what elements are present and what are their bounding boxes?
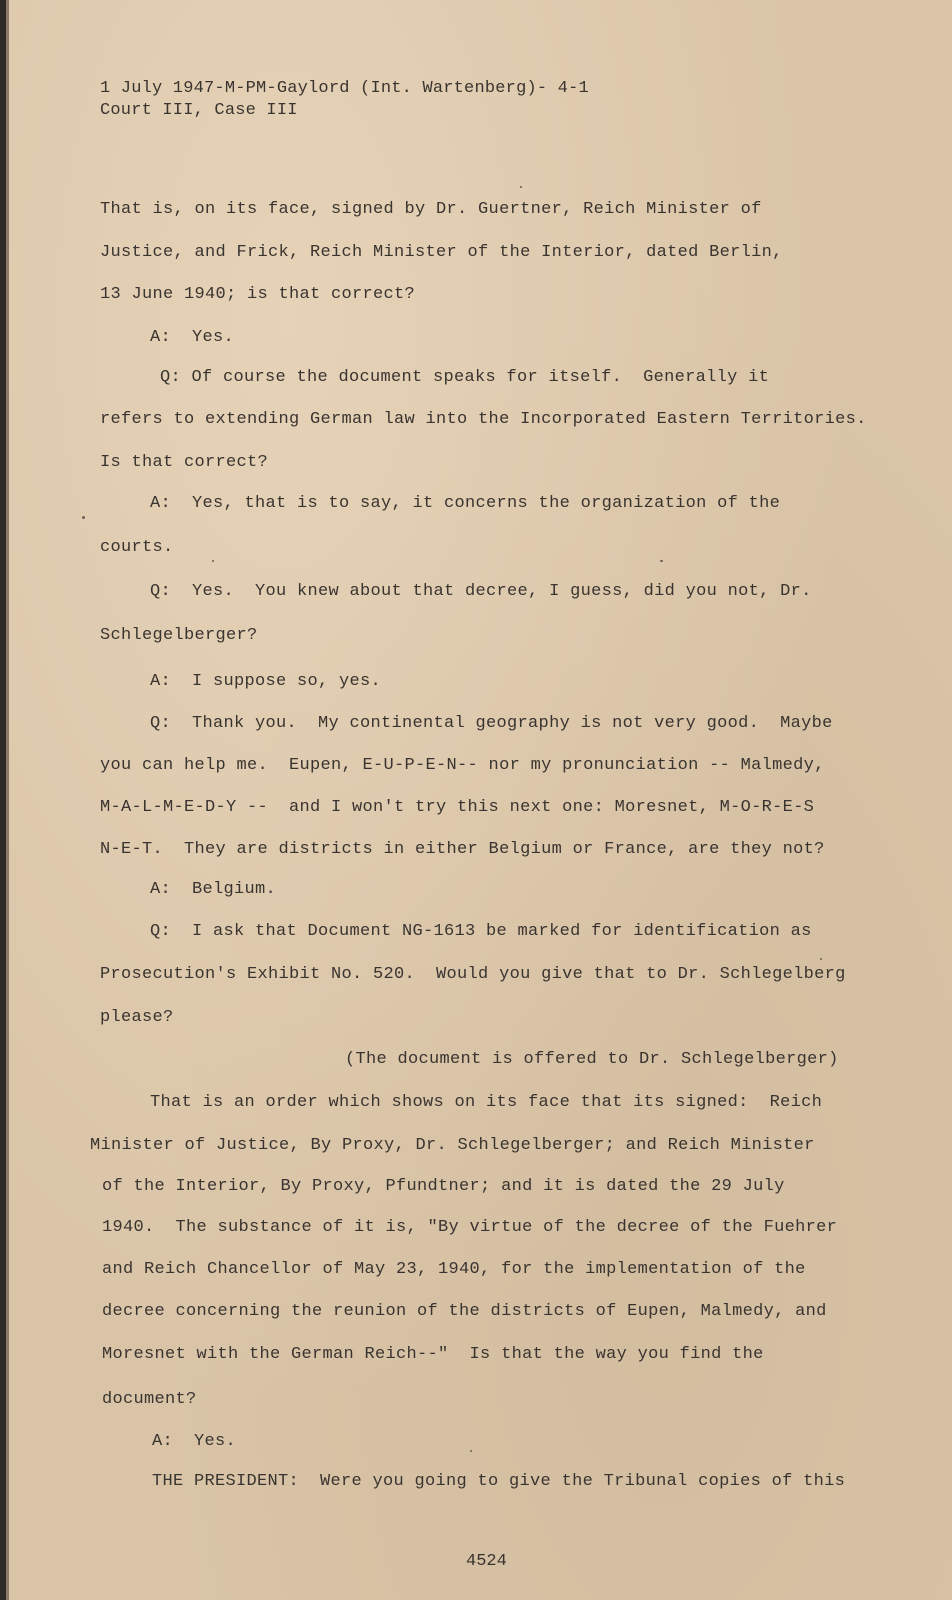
paper-speck (660, 560, 663, 562)
question-line: Q: Thank you. My continental geography is not very good. Maybe (150, 714, 833, 733)
paper-speck (520, 186, 522, 188)
header-court-line: Court III, Case III (100, 101, 298, 120)
text-line: Minister of Justice, By Proxy, Dr. Schlegelberger; and Reich Minister (90, 1136, 815, 1155)
text-line: N-E-T. They are districts in either Belgium or France, are they not? (100, 840, 825, 859)
text-line: That is an order which shows on its face that its signed: Reich (150, 1093, 823, 1112)
page-edge-shadow (6, 0, 9, 1600)
paper-speck (820, 958, 822, 960)
text-line: 1940. The substance of it is, "By virtue of the decree of the Fuehrer (102, 1218, 838, 1237)
text-line: 13 June 1940; is that correct? (100, 285, 416, 304)
text-line: of the Interior, By Proxy, Pfundtner; and it is dated the 29 July (102, 1177, 785, 1196)
text-line: decree concerning the reunion of the districts of Eupen, Malmedy, and (102, 1302, 827, 1321)
transcript-header (100, 78, 589, 122)
answer-line: A: Yes. (150, 328, 235, 347)
text-line: Justice, and Frick, Reich Minister of the Interior, dated Berlin, (100, 243, 783, 262)
text-line: THE PRESIDENT: Were you going to give the Tribunal copies of this (152, 1472, 846, 1491)
answer-line: A: Yes. (152, 1432, 237, 1451)
text-line: and Reich Chancellor of May 23, 1940, for the implementation of the (102, 1260, 806, 1279)
text-line: please? (100, 1008, 174, 1027)
page-number: 4524 (466, 1552, 507, 1571)
stage-direction: (The document is offered to Dr. Schlegelberger) (345, 1050, 839, 1069)
header-session-line: 1 July 1947-M-PM-Gaylord (Int. Wartenberg)- 4-1 (100, 79, 589, 98)
question-line: Q: Yes. You knew about that decree, I guess, did you not, Dr. (150, 582, 812, 601)
paper-speck (82, 516, 85, 519)
paper-speck (470, 1450, 472, 1452)
text-line: you can help me. Eupen, E-U-P-E-N-- nor my pronunciation -- Malmedy, (100, 756, 825, 775)
text-line: Is that correct? (100, 453, 269, 472)
text-line: Prosecution's Exhibit No. 520. Would you give that to Dr. Schlegelberg (100, 965, 846, 984)
text-line: courts. (100, 538, 174, 557)
text-line: refers to extending German law into the Incorporated Eastern Territories. (100, 410, 867, 429)
text-line: M-A-L-M-E-D-Y -- and I won't try this next one: Moresnet, M-O-R-E-S (100, 798, 815, 817)
text-line: Moresnet with the German Reich--" Is that the way you find the (102, 1345, 764, 1364)
question-line: Q: I ask that Document NG-1613 be marked for identification as (150, 922, 812, 941)
question-line: Q: Of course the document speaks for itself. Generally it (160, 368, 770, 387)
answer-line: A: Belgium. (150, 880, 277, 899)
text-line: document? (102, 1390, 197, 1409)
paper-speck (212, 560, 214, 562)
text-line: Schlegelberger? (100, 626, 258, 645)
text-line: That is, on its face, signed by Dr. Guertner, Reich Minister of (100, 200, 762, 219)
answer-line: A: I suppose so, yes. (150, 672, 382, 691)
answer-line: A: Yes, that is to say, it concerns the organization of the (150, 494, 781, 513)
